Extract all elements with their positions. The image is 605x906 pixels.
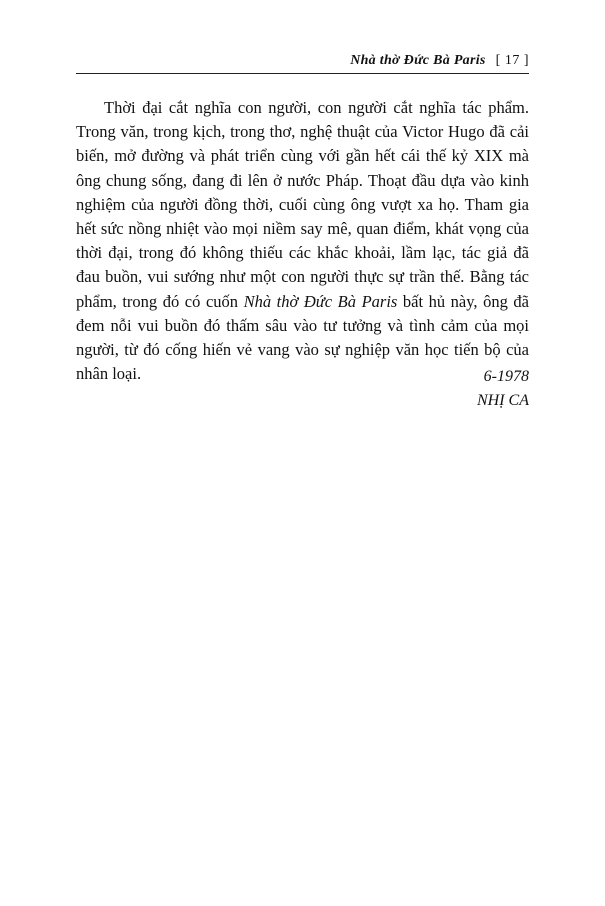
signature-block	[76, 365, 529, 413]
header-book-title: Nhà thờ Đức Bà Paris	[350, 53, 486, 68]
paragraph-text-after-title: bất hủ này, ông đã đem nỗi vui buồn đó thấm sâu vào tư tưởng và tình cảm của mọi người, từ đó cống hiến vẻ vang vào sự nghiệp văn học tiến bộ của nhân loại.	[76, 291, 530, 384]
body-text	[76, 96, 529, 386]
body-paragraph	[76, 96, 529, 386]
header-divider	[76, 73, 529, 74]
page-number: [ 17 ]	[495, 53, 529, 68]
signature-date: 6-1978	[483, 368, 529, 385]
signature-author: NHỊ CA	[477, 392, 529, 409]
inline-book-title: Nhà thờ Đức Bà Paris	[243, 291, 398, 311]
running-header	[76, 50, 529, 72]
paragraph-text-before-title: Thời đại cắt nghĩa con người, con người cắt nghĩa tác phẩm. Trong văn, trong kịch, trong thơ, nghệ thuật của Victor Hugo đã cải biến, mở đường và phát triển cùng với gần hết cái thế kỷ XIX mà ông chung sống, đang đi lên ở nước Pháp. Thoạt đầu dựa vào kinh nghiệm của người đồng thời, cuối cùng ông vượt xa họ. Tham gia hết sức nồng nhiệt vào mọi niềm say mê, quan điểm, khát vọng của thời đại, trong đó không thiếu các khắc khoải, lầm lạc, tác giả đã đau buồn, vui sướng như một con người thực sự trần thế. Bằng tác phẩm, trong đó có cuốn	[76, 98, 529, 311]
